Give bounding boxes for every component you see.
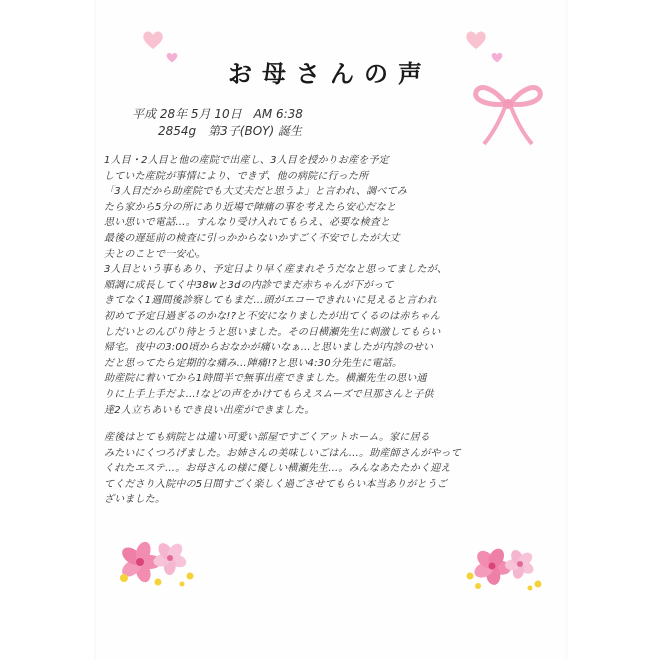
heart-icon xyxy=(465,30,487,50)
text-line: 初めて予定日過ぎるのかな!?と不安になりましたが出てくるのは赤ちゃん xyxy=(104,310,441,322)
text-line: 1人目・2人目と他の産院で出産し、3人目を授かりお産を予定 xyxy=(104,155,389,166)
text-line: 3人目という事もあり、予定日より早く産まれそうだなと思ってましたが、 xyxy=(104,264,448,276)
text-line: くれたエステ…。お母さんの様に優しい横瀬先生…。みんなあたたかく迎え xyxy=(104,463,451,475)
birth-info xyxy=(132,106,303,140)
text-line: 最後の遅延前の検査に引っかからないかすごく不安でしたが大丈 xyxy=(104,232,400,244)
text-line: していた産院が事情により、できず、他の病院に行った所 xyxy=(104,170,369,182)
text-line: りに上手上手だよ…!などの声をかけてもらえスムーズで旦那さんと子供 xyxy=(104,388,434,400)
text-line: 達2人立ちあいもでき良い出産ができました。 xyxy=(104,404,315,416)
text-line: 帰宅。夜中の3:00頃からおなかが痛いなぁ…と思いましたが内診のせい xyxy=(104,342,434,354)
heart-icon xyxy=(142,30,164,50)
text-line: 産後はとても病院とは違い可愛い部屋ですごくアットホーム。家に居る xyxy=(104,432,430,444)
text-line: みたいにくつろげました。お姉さんの美味しいごはん…。助産師さんがやって xyxy=(104,447,461,459)
text-line: きてなく1週間後診察してもまだ…頭がエコーできれいに見えると言われ xyxy=(104,295,437,307)
paragraph xyxy=(104,262,540,418)
hibiscus-flower-icon xyxy=(112,534,202,590)
text-line: たら家から5分の所にあり近場で陣痛の事を考えたら安心だなと xyxy=(104,201,397,213)
paragraph-gap xyxy=(104,418,540,430)
letter-body xyxy=(104,153,540,508)
text-line: 「3人目だから助産院でも大丈夫だと思うよ」と言われ、調べてみ xyxy=(104,186,407,198)
text-line: 夫とのことで一安心。 xyxy=(104,248,206,260)
birth-weight-line: 2854g 第3子(BOY) 誕生 xyxy=(158,124,302,138)
text-line: 順調に成長してく中38wと3dの内診でまだ赤ちゃんが下がって xyxy=(104,279,394,291)
text-line: 思い思いで電話…。すんなり受け入れてもらえ、必要な検査と xyxy=(104,217,391,229)
text-line: ざいました。 xyxy=(104,494,166,506)
text-line: てくださり入院中の5日間すごく楽しく過ごさせてもらい本当ありがとうご xyxy=(104,478,448,490)
paragraph xyxy=(104,430,540,508)
hibiscus-flower-icon xyxy=(462,540,546,592)
page-title: お母さんの声 xyxy=(228,59,432,89)
text-line: 助産院に着いてから1時間半で無事出産できました。横瀬先生の思い通 xyxy=(104,373,427,385)
birth-date-line: 平成 28年 5月 10日 AM 6:38 xyxy=(132,107,303,121)
text-line: しだいとのんびり待とうと思いました。その日横瀬先生に刺激してもらい xyxy=(104,326,441,338)
text-line: だと思ってたら定期的な痛み…陣痛!?と思い4:30分先生に電話。 xyxy=(104,357,403,369)
paragraph xyxy=(104,153,540,262)
